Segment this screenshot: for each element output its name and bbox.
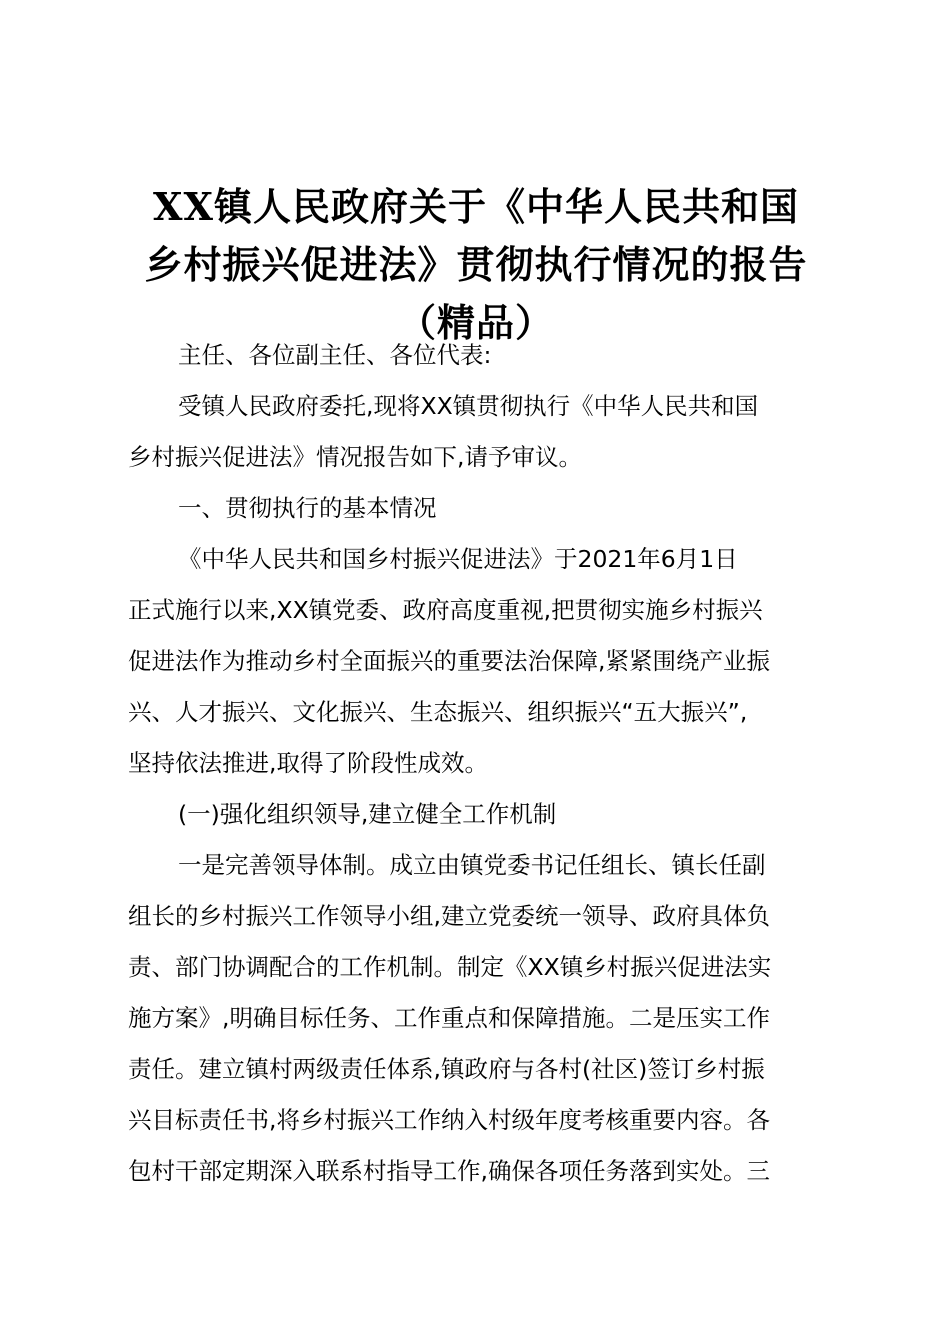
sub-para-line-4: 施方案》,明确目标任务、工作重点和保障措施。二是压实工作	[128, 1004, 770, 1032]
salutation: 主任、各位副主任、各位代表:	[178, 341, 492, 369]
sub-para-line-3: 责、部门协调配合的工作机制。制定《XX镇乡村振兴促进法实	[128, 953, 772, 981]
section-heading: 一、贯彻执行的基本情况	[178, 494, 437, 522]
sub-para-line-6: 兴目标责任书,将乡村振兴工作纳入村级年度考核重要内容。各	[128, 1106, 770, 1134]
title-line-1: XX镇人民政府关于《中华人民共和国	[153, 184, 799, 229]
sub-para-line-5: 责任。建立镇村两级责任体系,镇政府与各村(社区)签订乡村振	[128, 1055, 765, 1083]
intro-line-2: 乡村振兴促进法》情况报告如下,请予审议。	[128, 443, 582, 471]
sub-heading: (一)强化组织领导,建立健全工作机制	[178, 800, 557, 828]
section-para-line-1: 《中华人民共和国乡村振兴促进法》于2021年6月1日	[178, 545, 738, 573]
sub-para-line-7: 包村干部定期深入联系村指导工作,确保各项任务落到实处。三	[128, 1157, 770, 1185]
section-para-line-4: 兴、人才振兴、文化振兴、生态振兴、组织振兴“五大振兴”,	[128, 698, 748, 726]
section-para-line-5: 坚持依法推进,取得了阶段性成效。	[128, 749, 488, 777]
sub-para-line-2: 组长的乡村振兴工作领导小组,建立党委统一领导、政府具体负	[128, 902, 770, 930]
document-body	[128, 330, 832, 1197]
document-title	[120, 178, 832, 352]
title-line-3: （精品）	[397, 300, 554, 345]
title-line-2: 乡村振兴促进法》贯彻执行情况的报告	[144, 242, 808, 287]
section-para-line-3: 促进法作为推动乡村全面振兴的重要法治保障,紧紧围绕产业振	[128, 647, 770, 675]
sub-para-line-1: 一是完善领导体制。成立由镇党委书记任组长、镇长任副	[178, 851, 766, 879]
intro-line-1: 受镇人民政府委托,现将XX镇贯彻执行《中华人民共和国	[178, 392, 759, 420]
section-para-line-2: 正式施行以来,XX镇党委、政府高度重视,把贯彻实施乡村振兴	[128, 596, 763, 624]
